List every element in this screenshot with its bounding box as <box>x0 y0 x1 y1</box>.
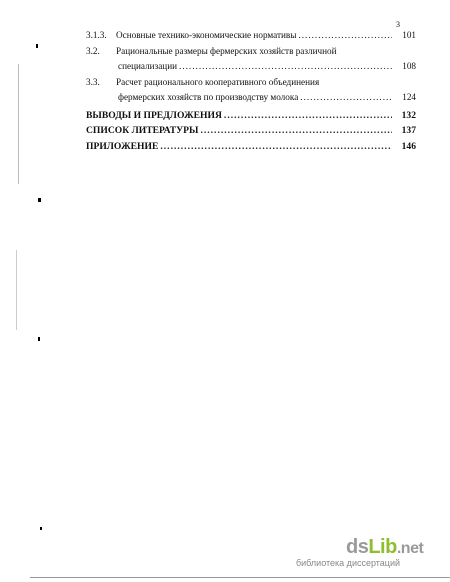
table-of-contents <box>86 28 416 154</box>
watermark-subtitle: библиотека диссертаций <box>296 558 401 568</box>
scan-mark <box>38 337 40 341</box>
scan-edge-line <box>30 577 450 578</box>
toc-leader-dots <box>300 90 392 106</box>
toc-entry-number: 3.2. <box>86 45 100 56</box>
toc-entry <box>86 28 416 44</box>
toc-section <box>86 123 416 139</box>
scan-mark <box>40 527 42 530</box>
toc-section-title: СПИСОК ЛИТЕРАТУРЫ <box>86 125 199 136</box>
toc-entry-number: 3.1.3. <box>86 30 107 40</box>
scan-mark <box>38 198 41 202</box>
toc-entry-number: 3.3. <box>86 76 100 87</box>
toc-entry-continuation <box>86 90 416 106</box>
scan-mark <box>36 44 38 48</box>
logo-lib: Lib <box>368 536 397 558</box>
toc-section-title: ВЫВОДЫ И ПРЕДЛОЖЕНИЯ <box>86 109 222 121</box>
toc-entry-title-continuation: специализации <box>118 61 178 71</box>
toc-leader-dots <box>179 59 392 75</box>
toc-section-title: ПРИЛОЖЕНИЕ <box>86 140 159 152</box>
scan-mark <box>18 64 19 184</box>
toc-leader-dots <box>224 108 392 124</box>
toc-entry-title: Расчет рационального кооперативного объединения <box>116 76 320 87</box>
scan-mark <box>16 250 17 330</box>
toc-leader-dots <box>200 123 392 139</box>
toc-section-page: 132 <box>401 109 416 121</box>
logo-ds: ds <box>346 536 369 558</box>
toc-entry-title: Основные технико-экономические нормативы <box>116 30 297 40</box>
dslib-watermark <box>296 536 450 568</box>
toc-entry-page: 108 <box>402 61 416 71</box>
toc-entry-title-continuation: фермерских хозяйств по производству молока <box>118 92 299 102</box>
toc-leader-dots <box>160 139 392 155</box>
toc-section <box>86 108 416 124</box>
page-number: 3 <box>396 20 400 29</box>
toc-section-page: 146 <box>401 140 416 152</box>
toc-entry-continuation <box>86 59 416 75</box>
toc-entry-page: 124 <box>402 92 416 102</box>
toc-entry-title: Рациональные размеры фермерских хозяйств различной <box>116 45 337 56</box>
toc-section-page: 137 <box>401 125 416 136</box>
toc-entry <box>86 75 416 91</box>
toc-leader-dots <box>298 28 392 44</box>
toc-entry-page: 101 <box>402 30 416 40</box>
dslib-logo <box>346 536 450 559</box>
toc-entry <box>86 44 416 60</box>
logo-net: .net <box>396 540 424 557</box>
toc-section <box>86 139 416 155</box>
